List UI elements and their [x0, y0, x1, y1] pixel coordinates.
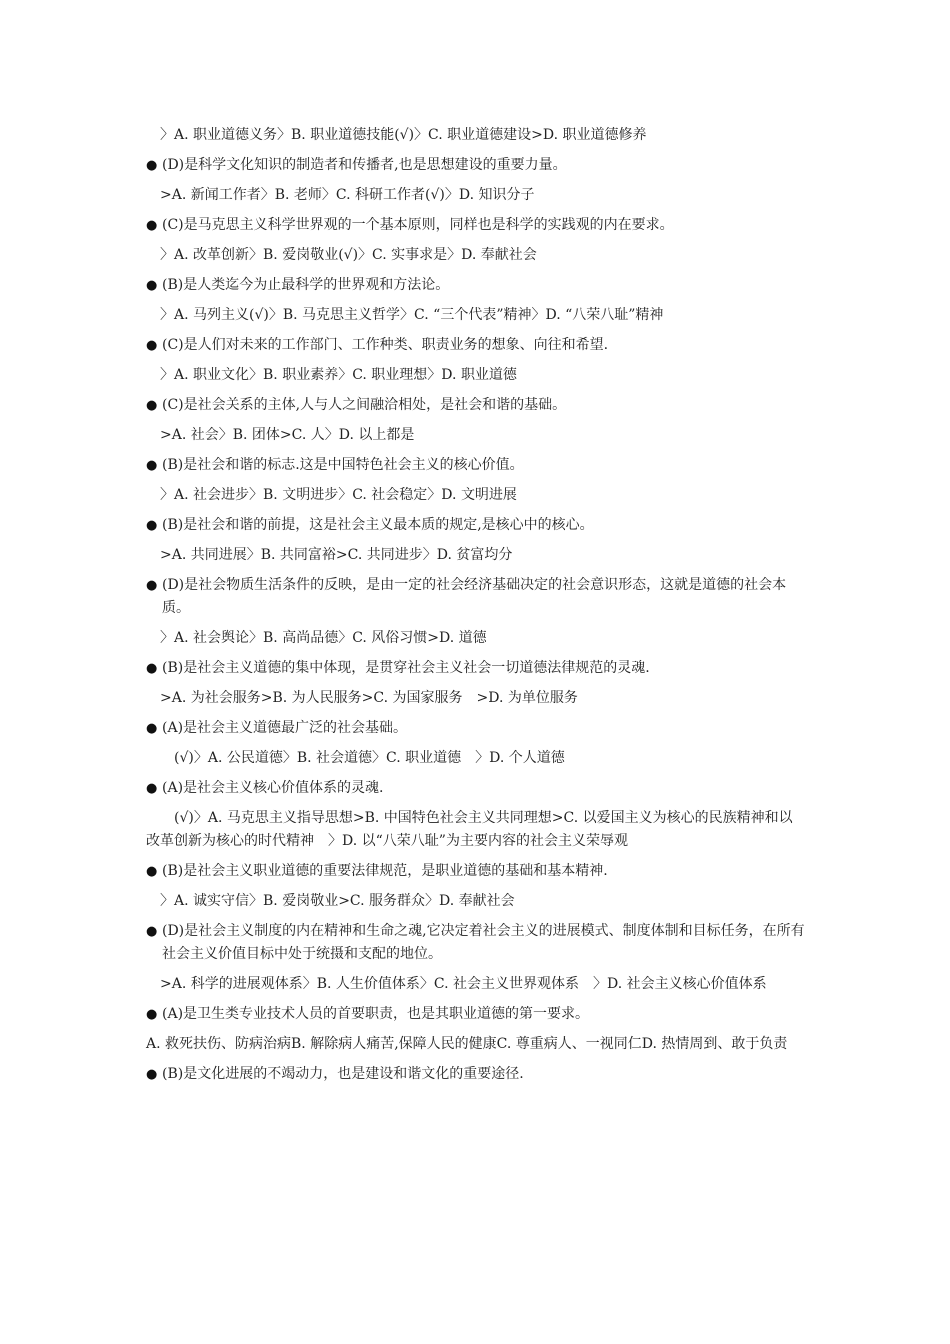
bullet-icon: ●: [146, 864, 158, 879]
question-text: (C)是社会关系的主体,人与人之间融洽相处，是社会和谐的基础。: [162, 397, 567, 413]
bullet-icon: ●: [146, 338, 158, 353]
question-text: (C)是人们对未来的工作部门、工作种类、职责业务的想象、向往和希望.: [162, 337, 609, 353]
bullet-icon: ●: [146, 1007, 158, 1022]
answer-options: >A. 为社会服务>B. 为人民服务>C. 为国家服务 >D. 为单位服务: [160, 690, 578, 706]
bullet-icon: ●: [146, 458, 158, 473]
question-item: [146, 1063, 806, 1086]
question-item: [146, 454, 806, 477]
bullet-icon: ●: [146, 924, 158, 939]
question-text: (D)是社会物质生活条件的反映，是由一定的社会经济基础决定的社会意识形态，这就是道德的社会本质。: [162, 577, 787, 616]
question-item: [146, 574, 806, 620]
question-item: [146, 860, 806, 883]
question-text: (B)是人类迄今为止最科学的世界观和方法论。: [162, 277, 450, 293]
question-item: [146, 334, 806, 357]
answer-options: 〉A. 社会舆论〉B. 高尚品德〉C. 风俗习惯>D. 道德: [160, 630, 487, 646]
question-item: [146, 274, 806, 297]
question-item: [146, 657, 806, 680]
answer-options: 〉A. 改革创新〉B. 爱岗敬业(√)〉C. 实事求是〉D. 奉献社会: [160, 247, 537, 263]
question-text: (B)是文化进展的不竭动力，也是建设和谐文化的重要途径.: [162, 1066, 524, 1082]
answer-options: >A. 科学的进展观体系〉B. 人生价值体系〉C. 社会主义世界观体系 〉D. 社会主义核心价值体系: [160, 976, 767, 992]
question-text: (B)是社会主义道德的集中体现，是贯穿社会主义社会一切道德法律规范的灵魂.: [162, 660, 650, 676]
question-text: (B)是社会和谐的标志.这是中国特色社会主义的核心价值。: [162, 457, 524, 473]
answer-options: >A. 共同进展〉B. 共同富裕>C. 共同进步〉D. 贫富均分: [160, 547, 513, 563]
bullet-icon: ●: [146, 661, 158, 676]
answer-options: >A. 社会〉B. 团体>C. 人〉D. 以上都是: [160, 427, 415, 443]
question-text: (B)是社会主义职业道德的重要法律规范，是职业道德的基础和基本精神.: [162, 863, 608, 879]
bullet-icon: ●: [146, 1067, 158, 1082]
answer-options: 〉A. 职业文化〉B. 职业素养〉C. 职业理想〉D. 职业道德: [160, 367, 517, 383]
bullet-icon: ●: [146, 218, 158, 233]
question-text: (B)是社会和谐的前提，这是社会主义最本质的规定,是核心中的核心。: [162, 517, 594, 533]
question-list: [146, 124, 806, 1086]
bullet-icon: ●: [146, 721, 158, 736]
answer-options: 〉A. 诚实守信〉B. 爱岗敬业>C. 服务群众〉D. 奉献社会: [160, 893, 515, 909]
question-item: [146, 514, 806, 537]
answer-options: 〉A. 社会进步〉B. 文明进步〉C. 社会稳定〉D. 文明进展: [160, 487, 517, 503]
bullet-icon: ●: [146, 578, 158, 593]
question-item: [146, 154, 806, 177]
bullet-icon: ●: [146, 158, 158, 173]
question-text: (A)是社会主义道德最广泛的社会基础。: [162, 720, 408, 736]
answer-options: (√)〉A. 公民道德〉B. 社会道德〉C. 职业道德 〉D. 个人道德: [174, 750, 565, 766]
bullet-icon: ●: [146, 398, 158, 413]
question-item: [146, 394, 806, 417]
question-item: [146, 1003, 806, 1026]
bullet-icon: ●: [146, 278, 158, 293]
answer-options: 〉A. 马列主义(√)〉B. 马克思主义哲学〉C. “三个代表”精神〉D. “八荣八耻”精神: [160, 307, 664, 323]
answer-options: 〉A. 职业道德义务〉B. 职业道德技能(√)〉C. 职业道德建设>D. 职业道德修养: [160, 127, 647, 143]
question-text: (A)是卫生类专业技术人员的首要职责，也是其职业道德的第一要求。: [162, 1006, 590, 1022]
answer-options: (√)〉A. 马克思主义指导思想>B. 中国特色社会主义共同理想>C. 以爱国主义为核心的民族精神和以改革创新为核心的时代精神 〉D. 以“八荣八耻”为主要内容的社会主义荣辱观: [146, 810, 793, 849]
question-text: (A)是社会主义核心价值体系的灵魂.: [162, 780, 384, 796]
question-item: [146, 777, 806, 800]
question-item: [146, 920, 806, 966]
question-text: (D)是科学文化知识的制造者和传播者,也是思想建设的重要力量。: [162, 157, 567, 173]
question-item: [146, 717, 806, 740]
question-text: (C)是马克思主义科学世界观的一个基本原则，同样也是科学的实践观的内在要求。: [162, 217, 674, 233]
bullet-icon: ●: [146, 518, 158, 533]
bullet-icon: ●: [146, 781, 158, 796]
answer-options: A. 救死扶伤、防病治病B. 解除病人痛苦,保障人民的健康C. 尊重病人、一视同仁D. 热情周到、敢于负责: [146, 1036, 788, 1052]
question-text: (D)是社会主义制度的内在精神和生命之魂,它决定着社会主义的进展模式、制度体制和目标任务，在所有社会主义价值目标中处于统摄和支配的地位。: [162, 923, 805, 962]
answer-options: >A. 新闻工作者〉B. 老师〉C. 科研工作者(√)〉D. 知识分子: [160, 187, 535, 203]
question-item: [146, 214, 806, 237]
